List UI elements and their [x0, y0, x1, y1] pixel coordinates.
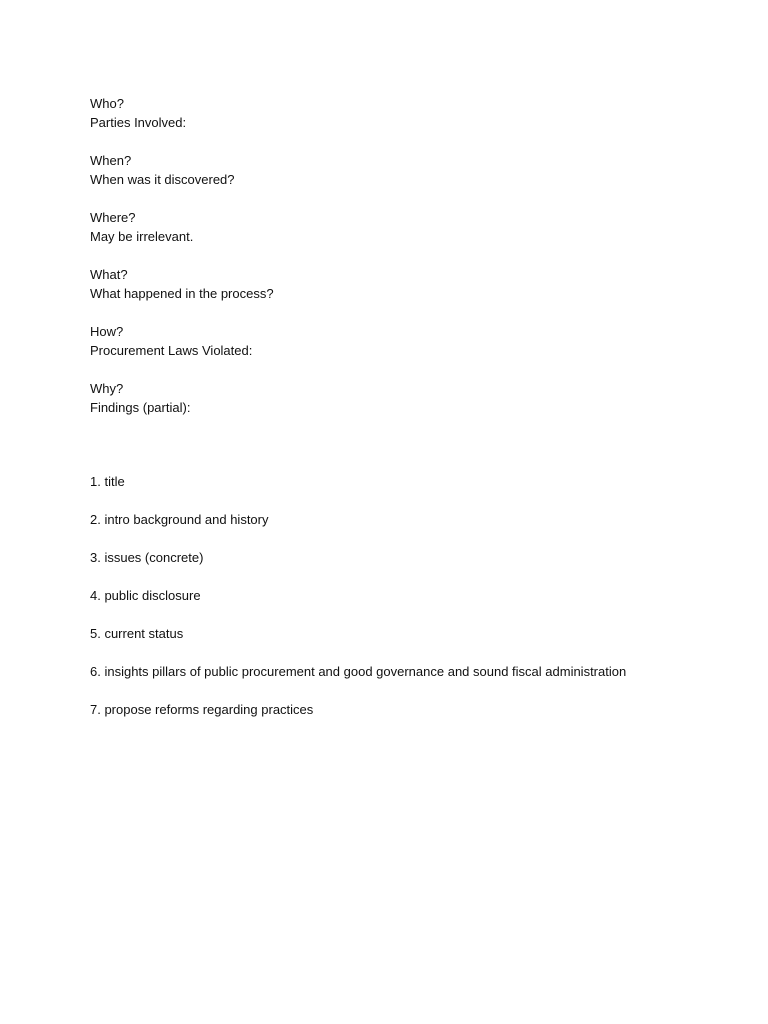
outline-item: 3. issues (concrete)	[90, 550, 204, 565]
question-label: How?	[90, 324, 124, 339]
question-prompt: Findings (partial):	[90, 400, 191, 415]
outline-item: 1. title	[90, 474, 125, 489]
outline-list	[90, 472, 730, 738]
question-label: Where?	[90, 210, 136, 225]
question-prompt: May be irrelevant.	[90, 229, 194, 244]
outline-item: 7. propose reforms regarding practices	[90, 702, 314, 717]
question-label: When?	[90, 153, 132, 168]
question-who	[90, 94, 710, 132]
outline-item: 2. intro background and history	[90, 512, 269, 527]
outline-item: 5. current status	[90, 626, 184, 641]
question-what	[90, 265, 710, 303]
question-where	[90, 208, 710, 246]
outline-item: 6. insights pillars of public procurement and good governance and sound fiscal administration	[90, 664, 627, 679]
question-prompt: Procurement Laws Violated:	[90, 343, 253, 358]
question-why	[90, 379, 710, 417]
question-prompt: When was it discovered?	[90, 172, 235, 187]
question-label: Who?	[90, 96, 124, 111]
question-when	[90, 151, 710, 189]
question-label: What?	[90, 267, 128, 282]
question-label: Why?	[90, 381, 124, 396]
question-prompt: What happened in the process?	[90, 286, 274, 301]
outline-item: 4. public disclosure	[90, 588, 201, 603]
question-list	[90, 94, 710, 436]
question-prompt: Parties Involved:	[90, 115, 187, 130]
question-how	[90, 322, 710, 360]
